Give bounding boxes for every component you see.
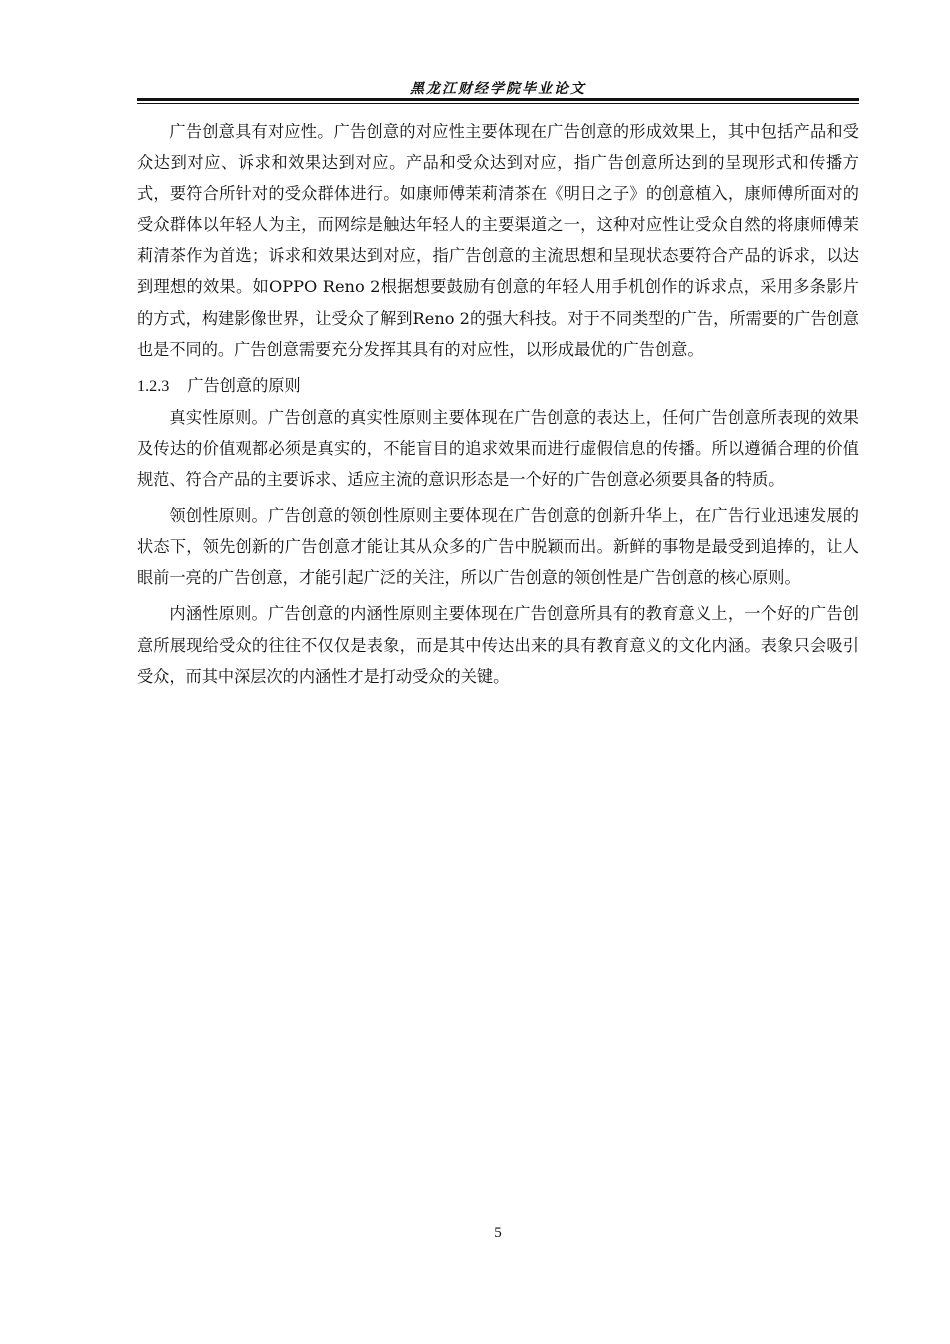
header-rule-thin — [137, 103, 859, 104]
paragraph-innovation: 领创性原则。广告创意的领创性原则主要体现在广告创意的创新升华上，在广告行业迅速发展的状态下，领先创新的广告创意才能让其从众多的广告中脱颖而出。新鲜的事物是最受到追捧的，让人眼前一亮的广告创意，才能引起广泛的关注，所以广告创意的领创性是广告创意的核心原则。 — [137, 506, 859, 588]
page-number: 5 — [494, 1225, 502, 1241]
paragraph-authenticity: 真实性原则。广告创意的真实性原则主要体现在广告创意的表达上，任何广告创意所表现的效果及传达的价值观都必须是真实的，不能盲目的追求效果而进行虚假信息的传播。所以遵循合理的价值规范、符合产品的主要诉求、适应主流的意识形态是一个好的广告创意必须要具备的特质。 — [137, 407, 859, 490]
header-rule-thick — [137, 98, 859, 101]
paragraph-correspondence: 广告创意具有对应性。广告创意的对应性主要体现在广告创意的形成效果上，其中包括产品和受众达到对应、诉求和效果达到对应。产品和受众达到对应，指广告创意所达到的呈现形式和传播方式，要符合所针对的受众群体进行。如康师傅茉莉清茶在《明日之子》的创意植入，康师傅所面对的受众群体以年轻人为主，而网综是触达年轻人的主要渠道之一，这种对应性让受众自然的将康师傅茉莉清茶作为首选；诉求和效果达到对应，指广告创意的主流思想和呈现状态要符合产品的诉求，以达到理想的效果。如OPPO Reno 2根据想要鼓励有创意的年轻人用手机创作的诉求点，采用多条影片的方式，构建影像世界，让受众了解到Reno 2的强大科技。对于不同类型的广告，所需要的广告创意也是不同的。广告创意需要充分发挥其具有的对应性，以形成最优的广告创意。 — [137, 122, 859, 359]
section-number: 1.2.3 — [137, 376, 170, 395]
section-heading — [137, 370, 859, 402]
body-text — [137, 116, 859, 697]
section-title: 广告创意的原则 — [187, 375, 301, 395]
paragraph-connotation: 内涵性原则。广告创意的内涵性原则主要体现在广告创意所具有的教育意义上，一个好的广告创意所展现给受众的往往不仅仅是表象，而是其中传达出来的具有教育意义的文化内涵。表象只会吸引受众，而其中深层次的内涵性才是打动受众的关键。 — [137, 604, 859, 686]
running-header: 黑龙江财经学院毕业论文 — [410, 81, 586, 97]
